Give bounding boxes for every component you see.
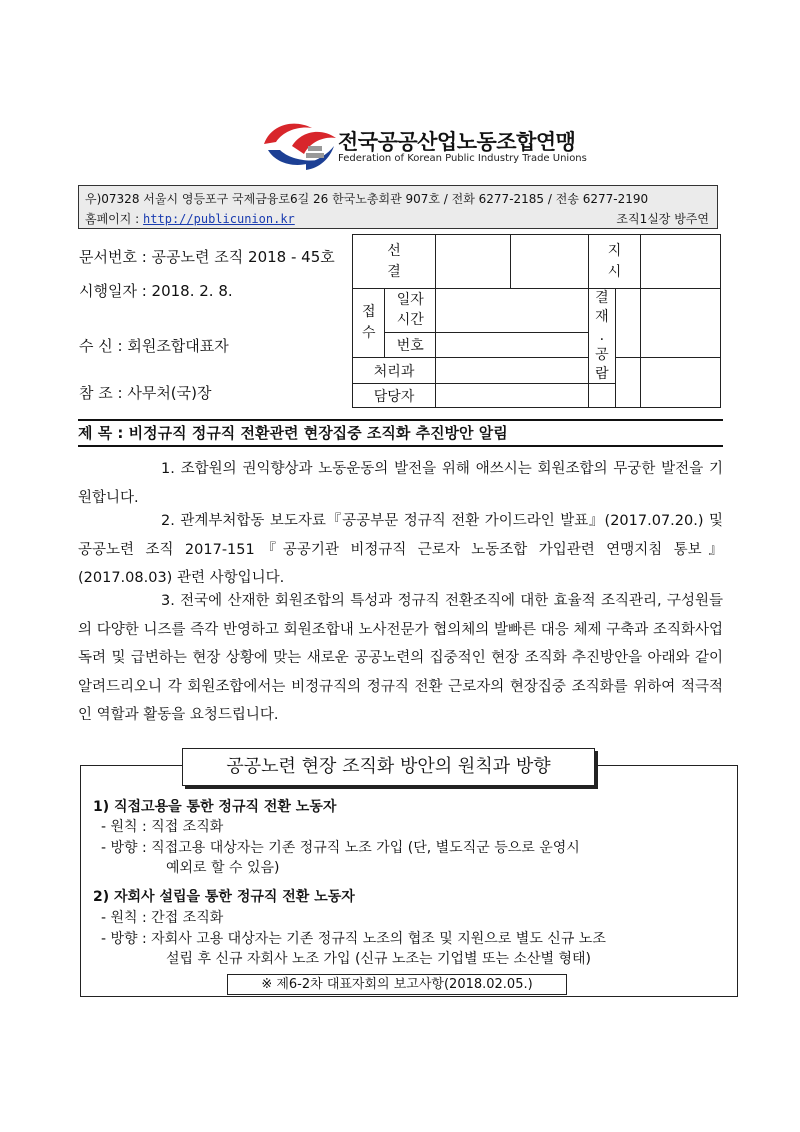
cell-empty-10 (640, 358, 720, 408)
cell-empty-3 (640, 235, 720, 289)
document-number: 문서번호 : 공공노련 조직 2018 - 45호 (79, 248, 335, 266)
cell-jisi: 지 시 (589, 235, 641, 289)
cell-ilja-sigan: 일자 시간 (385, 289, 436, 333)
section1-principle: - 원칙 : 직접 조직화 (101, 819, 224, 835)
cell-empty-6 (640, 289, 720, 358)
paragraph-2: 2. 관계부처합동 보도자료『공공부문 정규직 전환 가이드라인 발표』(2017.07.20.) 및 공공노련 조직 2017-151『공공기관 비정규직 근로자 노동조합 가입관련 연맹지침 통보』(2017.08.03) 관련 사항입니다. (78, 513, 723, 586)
cell-cheorigwa: 처리과 (353, 358, 436, 384)
cell-beonho: 번호 (385, 333, 436, 358)
cell-empty-4 (436, 289, 589, 333)
cell-empty-1 (436, 235, 511, 289)
meeting-note: ※ 제6-2차 대표자회의 보고사항(2018.02.05.) (227, 974, 567, 995)
cell-empty-8 (436, 358, 589, 384)
homepage-link[interactable]: http://publicunion.kr (143, 212, 295, 226)
reference: 참 조 : 사무처(국)장 (79, 384, 212, 402)
issue-date: 시행일자 : 2018. 2. 8. (79, 282, 233, 300)
section2-direction-line1: - 방향 : 자회사 고용 대상자는 기존 정규직 노조의 협조 및 지원으로 별도 신규 노조 (101, 931, 606, 947)
address-box (78, 185, 718, 229)
principles-box-title: 공공노련 현장 조직화 방안의 원칙과 방향 (182, 748, 595, 786)
subject-line: 제 목 : 비정규직 정규직 전환관련 현장집중 조직화 추진방안 알림 (78, 419, 723, 447)
paragraph-3: 3. 전국에 산재한 회원조합의 특성과 정규직 전환조직에 대한 효율적 조직관리, 구성원들의 다양한 니즈를 즉각 반영하고 회원조합내 노사전문가 협의체의 발빠른 대응 체제 구축과 조직화사업 독려 및 급변하는 현장 상황에 맞는 새로운 공공노련의 집중적인 현장 조직화 추진방안을 아래와 같이 알려드리오니 각 회원조합에서는 비정규직의 정규직 전환 근로자의 현장집중 조직화를 위하여 적극적인 역할과 활동을 요청드립니다. (78, 593, 723, 723)
org-name-english: Federation of Korean Public Industry Trade Unions (338, 153, 587, 164)
cell-seongyeol: 선 결 (353, 235, 436, 289)
cell-empty-2 (511, 235, 589, 289)
contact-person: 조직1실장 방주연 (616, 212, 709, 226)
address-line: 우)07328 서울시 영등포구 국제금융로6길 26 한국노총회관 907호 / 전화 6277-2185 / 전송 6277-2190 (85, 192, 649, 206)
section1-heading: 1) 직접고용을 통한 정규직 전환 노동자 (93, 799, 337, 815)
cell-empty-12 (589, 384, 615, 408)
homepage-label: 홈페이지 : (85, 212, 144, 226)
cell-gyeolje-gongram: 결 재 . 공 람 (589, 289, 615, 384)
org-name-korean: 전국공공산업노동조합연맹 (338, 130, 576, 154)
federation-logo-icon (262, 120, 338, 172)
section2-principle: - 원칙 : 간접 조직화 (101, 910, 224, 926)
paragraph-1: 1. 조합원의 권익향상과 노동운동의 발전을 위해 애쓰시는 회원조합의 무궁한 발전을 기원합니다. (78, 461, 723, 506)
approval-table (352, 234, 721, 408)
cell-damdangja: 담당자 (353, 384, 436, 408)
homepage-line (85, 210, 295, 227)
section2-direction-line2: 설립 후 신규 자회사 노조 가입 (신규 노조는 기업별 또는 소산별 형태) (166, 951, 592, 967)
cell-empty-7 (436, 333, 589, 358)
section2-heading: 2) 자회사 설립을 통한 정규직 전환 노동자 (93, 889, 355, 905)
cell-empty-9 (615, 358, 640, 408)
section1-direction-line2: 예외로 할 수 있음) (166, 860, 280, 876)
section1-direction-line1: - 방향 : 직접고용 대상자는 기존 정규직 노조 가입 (단, 별도직군 등으로 운영시 (101, 840, 580, 856)
recipient: 수 신 : 회원조합대표자 (79, 337, 229, 355)
cell-empty-5 (615, 289, 640, 358)
cell-jeopsu: 접 수 (353, 289, 385, 358)
cell-empty-11 (436, 384, 589, 408)
